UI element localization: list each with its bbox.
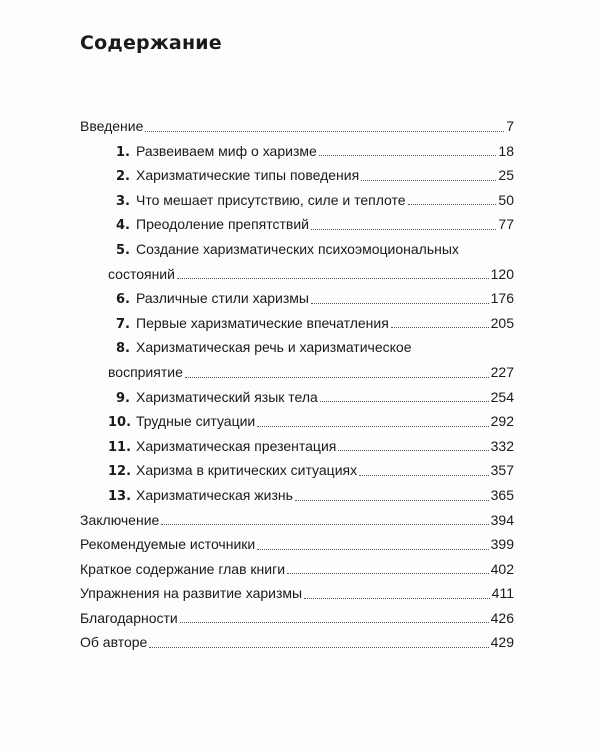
toc-entry-chapter-summary[interactable] (80, 557, 514, 582)
toc-entry-title: Харизматическая презентация (136, 437, 337, 454)
toc-entry-chapter-10[interactable] (80, 409, 514, 434)
toc-entry-title: Харизматическая речь и харизматическое (136, 339, 412, 356)
toc-entry-chapter-12[interactable] (80, 458, 514, 483)
chapter-number: 1. (116, 144, 130, 160)
dot-leader (149, 646, 488, 648)
toc-entry-title: Харизматические типы поведения (136, 167, 360, 184)
toc-entry-chapter-3[interactable] (80, 188, 514, 213)
toc-entry-acknowledgements[interactable] (80, 606, 514, 631)
chapter-number: 8. (116, 341, 130, 357)
toc-entry-page: 332 (490, 437, 514, 454)
chapter-number: 10. (108, 415, 132, 431)
toc-entry-about-author[interactable] (80, 630, 514, 655)
toc-entry-chapter-4[interactable] (80, 212, 514, 237)
toc-entry-page: 429 (490, 634, 514, 651)
dot-leader (287, 572, 489, 574)
dot-leader (161, 523, 488, 525)
toc-entry-conclusion[interactable] (80, 508, 514, 533)
dot-leader (295, 499, 489, 501)
toc-entry-recommended-sources[interactable] (80, 532, 514, 557)
toc-entry-title: Трудные ситуации (136, 413, 256, 430)
toc-entry-page: 426 (490, 609, 514, 626)
page-title: Содержание (80, 32, 222, 54)
toc-entry-page: 365 (490, 486, 514, 503)
toc-entry-title: Различные стили харизмы (136, 290, 309, 307)
dot-leader (257, 425, 488, 427)
toc-entry-title: Первые харизматические впечатления (136, 314, 389, 331)
toc-entry-chapter-13[interactable] (80, 483, 514, 508)
toc-entry-page: 227 (490, 363, 514, 380)
toc-entry-title: Краткое содержание глав книги (80, 560, 286, 577)
toc-entry-title: Харизма в критических ситуациях (136, 462, 358, 479)
toc-entry-page: 120 (490, 265, 514, 282)
chapter-number: 12. (108, 464, 132, 480)
dot-leader (257, 548, 488, 550)
chapter-number: 2. (116, 169, 130, 185)
toc-entry-page: 411 (491, 585, 514, 602)
toc-entry-title-continued: состояний (108, 265, 175, 282)
toc-entry-chapter-9[interactable] (80, 385, 514, 410)
toc-entry-title: Рекомендуемые источники (80, 536, 256, 553)
toc-entry-title: Упражнения на развитие харизмы (80, 585, 303, 602)
dot-leader (180, 621, 489, 623)
dot-leader (311, 302, 489, 304)
chapter-number: 7. (116, 316, 130, 332)
dot-leader (320, 400, 489, 402)
dot-leader (185, 376, 489, 378)
toc-entry-chapter-2[interactable] (80, 163, 514, 188)
toc-entry-page: 7 (506, 118, 514, 134)
toc-entry-chapter-5[interactable] (80, 237, 514, 286)
toc-entry-page: 176 (490, 290, 514, 307)
toc-entry-chapter-8[interactable] (80, 335, 514, 384)
chapter-number: 5. (116, 242, 130, 258)
toc-entry-title: Развеиваем миф о харизме (136, 142, 317, 159)
toc-entry-page: 18 (498, 142, 514, 159)
toc-entry-title: Благодарности (80, 609, 178, 626)
toc-entry-page: 357 (490, 462, 514, 479)
toc-entry-title: Об авторе (80, 634, 148, 651)
toc-entry-page: 77 (498, 216, 514, 233)
toc-entry-introduction[interactable] (80, 114, 514, 139)
toc-entry-title: Введение (80, 118, 144, 134)
toc-entry-page: 50 (498, 191, 514, 208)
dot-leader (177, 277, 489, 279)
toc-entry-title-continued: восприятие (108, 363, 183, 380)
toc-entry-title: Что мешает присутствию, силе и теплоте (136, 191, 406, 208)
chapter-number: 11. (108, 439, 132, 455)
toc-entry-chapter-1[interactable] (80, 139, 514, 164)
toc-entry-exercises[interactable] (80, 581, 514, 606)
dot-leader (145, 130, 504, 132)
toc-entry-page: 399 (490, 536, 514, 553)
dot-leader (319, 154, 497, 156)
dot-leader (304, 597, 490, 599)
toc-entry-title: Создание харизматических психоэмоциональных (136, 240, 459, 257)
toc-entry-chapter-6[interactable] (80, 286, 514, 311)
toc-entry-chapter-7[interactable] (80, 311, 514, 336)
toc-entry-chapter-11[interactable] (80, 434, 514, 459)
dot-leader (359, 474, 489, 476)
toc-entry-page: 292 (490, 413, 514, 430)
dot-leader (311, 228, 496, 230)
dot-leader (408, 203, 497, 205)
chapter-number: 4. (116, 218, 130, 234)
dot-leader (338, 449, 488, 451)
toc-entry-title: Заключение (80, 511, 160, 528)
chapter-number: 9. (116, 390, 130, 406)
toc-entry-page: 205 (490, 314, 514, 331)
chapter-number: 3. (116, 193, 130, 209)
chapter-number: 6. (116, 292, 130, 308)
toc-entry-page: 402 (490, 560, 514, 577)
table-of-contents (80, 114, 514, 655)
toc-entry-title: Преодоление препятствий (136, 216, 310, 233)
dot-leader (361, 179, 496, 181)
toc-entry-page: 254 (490, 388, 514, 405)
toc-entry-title: Харизматический язык тела (136, 388, 318, 405)
dot-leader (391, 326, 489, 328)
toc-entry-title: Харизматическая жизнь (136, 486, 293, 503)
chapter-number: 13. (108, 488, 132, 504)
toc-entry-page: 25 (498, 167, 514, 184)
toc-entry-page: 394 (490, 511, 514, 528)
